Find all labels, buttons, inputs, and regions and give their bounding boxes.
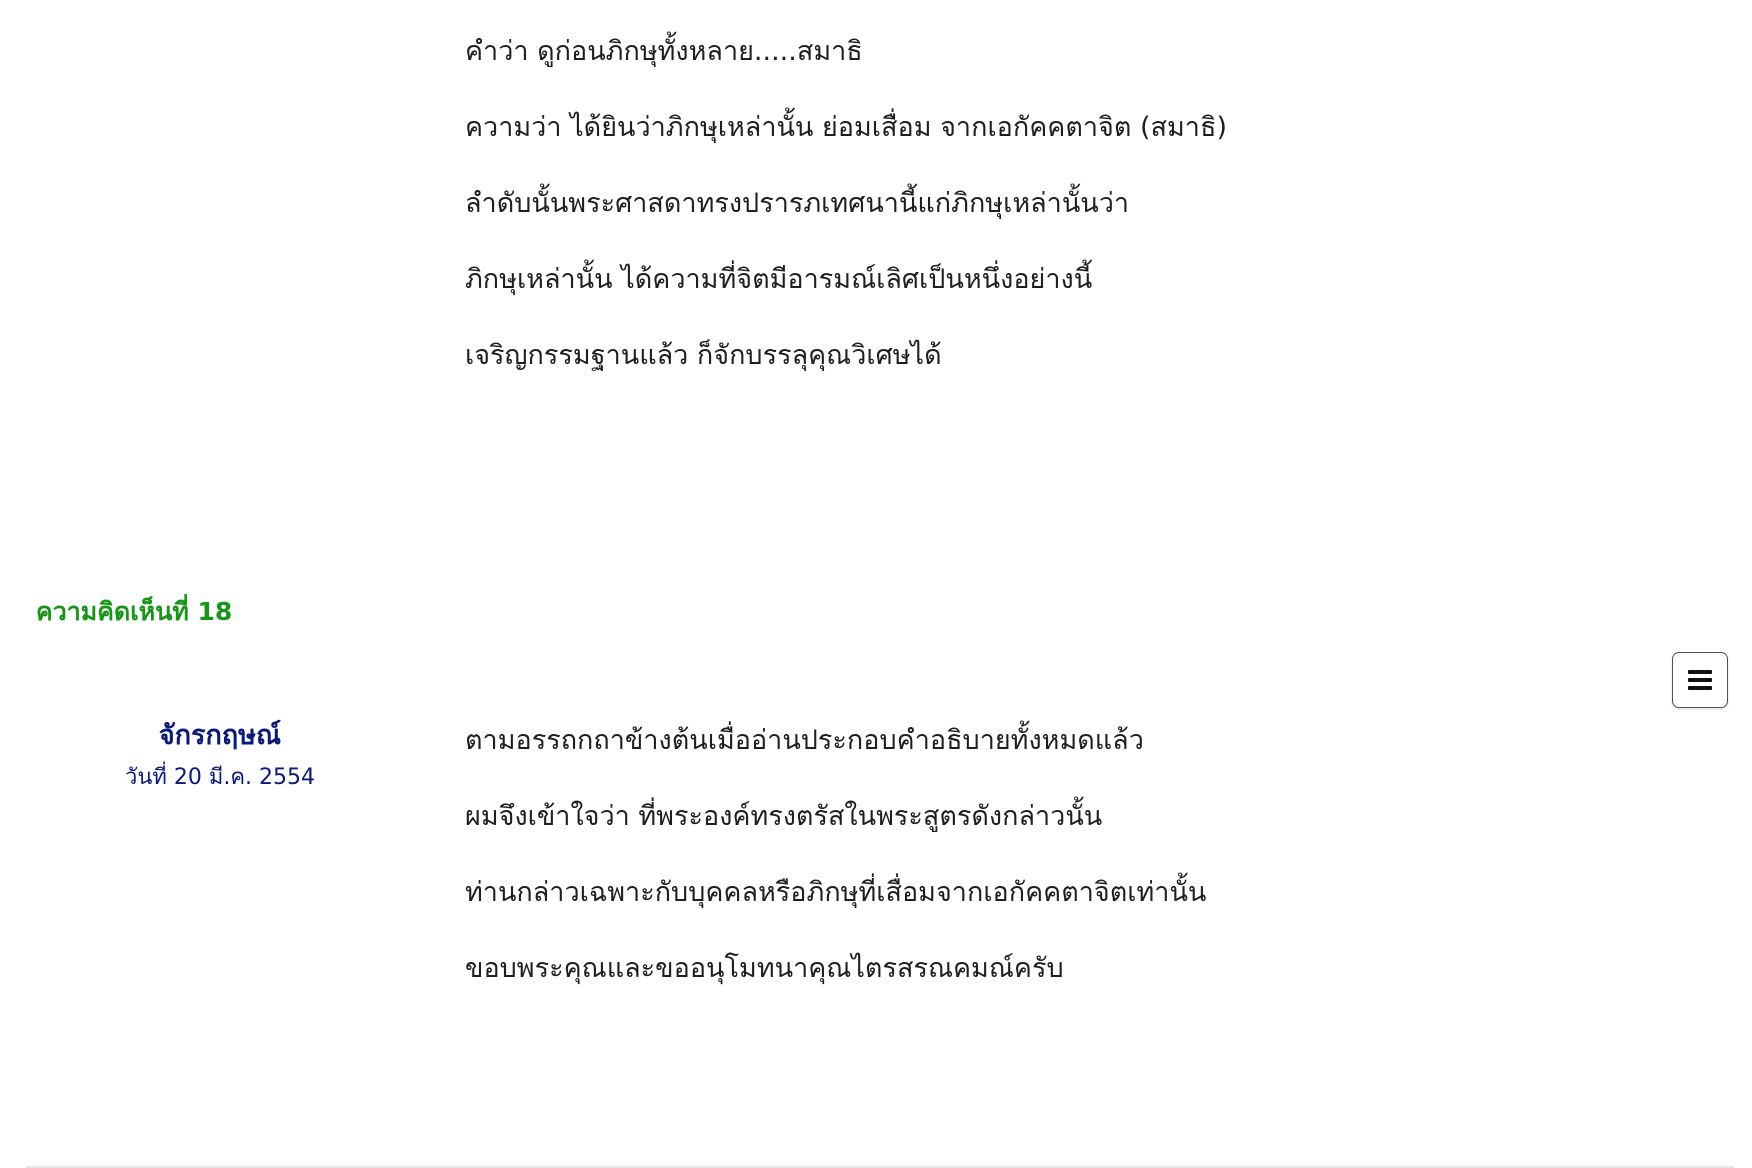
author-name[interactable]: จักรกฤษณ์ [158,720,282,751]
comment-line: ผมจึงเข้าใจว่า ที่พระองค์ทรงตรัสในพระสูตรดังกล่าวนั้น [465,801,1103,832]
comment-line: ท่านกล่าวเฉพาะกับบุคคลหรือภิกษุที่เสื่อมจากเอกัคคตาจิตเท่านั้น [465,877,1207,908]
post-line: เจริญกรรมฐานแล้ว ก็จักบรรลุคุณวิเศษได้ [465,340,942,371]
comment-title: ความคิดเห็นที่ 18 [36,597,233,626]
post-line: ความว่า ได้ยินว่าภิกษุเหล่านั้น ย่อมเสื่อม จากเอกัคคตาจิต (สมาธิ) [465,112,1227,143]
comment-date: วันที่ 20 มี.ค. 2554 [124,765,316,790]
post-line: คำว่า ดูก่อนภิกษุทั้งหลาย.....สมาธิ [465,36,863,67]
menu-button[interactable] [1672,652,1728,708]
comment-line: ขอบพระคุณและขออนุโมทนาคุณไตรสรณคมณ์ครับ [465,953,1064,984]
post-line: ภิกษุเหล่านั้น ได้ความที่จิตมีอารมณ์เลิศเป็นหนึ่งอย่างนี้ [465,264,1093,295]
hamburger-menu-icon [1688,669,1712,691]
comment-line: ตามอรรถกถาข้างต้นเมื่ออ่านประกอบคำอธิบายทั้งหมดแล้ว [465,725,1144,756]
post-line: ลำดับนั้นพระศาสดาทรงปรารภเทศนานี้แก่ภิกษุเหล่านั้นว่า [465,188,1130,219]
